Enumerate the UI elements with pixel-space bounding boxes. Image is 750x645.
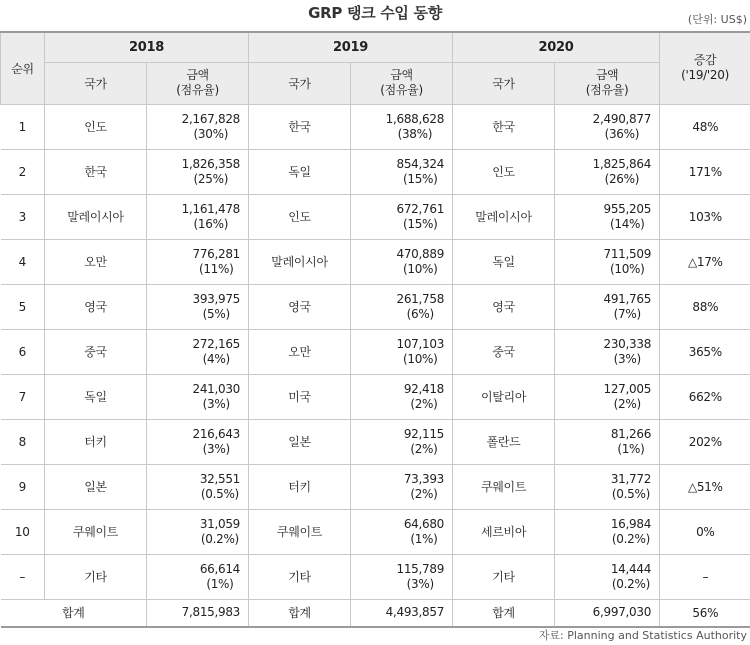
- share-value: (0.5%): [200, 486, 239, 501]
- amount-wrap: [404, 472, 444, 502]
- amount-value: 2,167,828: [181, 111, 241, 126]
- share-value: (30%): [193, 126, 229, 141]
- share-value: (5%): [202, 306, 230, 321]
- amount-value: 2,490,877: [592, 111, 652, 126]
- share-value: (15%): [402, 216, 438, 231]
- rank-cell: 6: [1, 329, 45, 374]
- amount-value: 261,758: [396, 291, 445, 306]
- country-cell: 독일: [45, 374, 147, 419]
- country-cell: 기타: [45, 554, 147, 599]
- unit-label: (단위: US$): [687, 13, 747, 26]
- amount-cell: [555, 464, 660, 509]
- total-label-2019: 합계: [249, 599, 351, 627]
- share-value: (0.2%): [200, 531, 239, 546]
- country-cell: 한국: [249, 104, 351, 149]
- change-header: [660, 32, 750, 104]
- country-cell: 말레이시아: [45, 194, 147, 239]
- share-value: (3%): [613, 351, 641, 366]
- table-row: [1, 284, 750, 329]
- rank-cell: 7: [1, 374, 45, 419]
- amount-wrap: [397, 157, 445, 187]
- total-label-2020: 합계: [453, 599, 555, 627]
- amount-cell: [351, 104, 453, 149]
- share-value: (15%): [402, 171, 438, 186]
- country-cell: 오만: [249, 329, 351, 374]
- amount-cell: [351, 194, 453, 239]
- country-cell: 말레이시아: [453, 194, 555, 239]
- total-label-2018: 합계: [1, 599, 147, 627]
- share-value: (6%): [406, 306, 434, 321]
- amount-wrap: [611, 472, 651, 502]
- change-cell: 202%: [660, 419, 750, 464]
- amount-header-line1: 금액: [390, 68, 413, 82]
- amount-cell: [555, 149, 660, 194]
- amount-cell: [351, 239, 453, 284]
- amount-value: 1,825,864: [592, 156, 652, 171]
- amount-cell: [147, 104, 249, 149]
- amount-cell: [555, 194, 660, 239]
- amount-cell: [351, 374, 453, 419]
- amount-cell: [147, 554, 249, 599]
- share-value: (38%): [397, 126, 433, 141]
- country-cell: 쿠웨이트: [45, 509, 147, 554]
- country-cell: 쿠웨이트: [249, 509, 351, 554]
- share-value: (3%): [202, 441, 230, 456]
- amount-header-line1: 금액: [186, 68, 209, 82]
- amount-wrap: [397, 292, 445, 322]
- country-cell: 터키: [249, 464, 351, 509]
- amount-value: 470,889: [396, 246, 445, 261]
- share-value: (3%): [202, 396, 230, 411]
- table-row: [1, 239, 750, 284]
- country-cell: 인도: [453, 149, 555, 194]
- amount-cell: [555, 104, 660, 149]
- amount-cell: [555, 509, 660, 554]
- amount-wrap: [192, 247, 240, 277]
- amount-wrap: [397, 247, 445, 277]
- amount-value: 66,614: [199, 561, 241, 576]
- rank-cell: 2: [1, 149, 45, 194]
- amount-cell: [147, 239, 249, 284]
- country-cell: 세르비아: [453, 509, 555, 554]
- share-value: (0.2%): [611, 531, 650, 546]
- amount-value: 955,205: [603, 201, 652, 216]
- amount-wrap: [611, 427, 651, 457]
- amount-wrap: [200, 472, 240, 502]
- amount-value: 1,826,358: [181, 156, 241, 171]
- amount-value: 672,761: [396, 201, 445, 216]
- amount-wrap: [404, 382, 444, 412]
- share-value: (3%): [406, 576, 434, 591]
- amount-cell: [555, 554, 660, 599]
- rank-cell: 9: [1, 464, 45, 509]
- amount-cell: [147, 149, 249, 194]
- amount-value: 711,509: [603, 246, 652, 261]
- country-cell: 쿠웨이트: [453, 464, 555, 509]
- table-row: [1, 149, 750, 194]
- total-value-2018: 7,815,983: [147, 599, 249, 627]
- amount-wrap: [604, 292, 652, 322]
- amount-cell: [351, 329, 453, 374]
- amount-header-line1: 금액: [595, 68, 619, 82]
- table-row: [1, 509, 750, 554]
- amount-wrap: [397, 202, 445, 232]
- rank-cell: 5: [1, 284, 45, 329]
- share-value: (10%): [402, 261, 438, 276]
- change-cell: 103%: [660, 194, 750, 239]
- amount-cell: [351, 554, 453, 599]
- rank-header: 순위: [1, 32, 45, 104]
- country-cell: 중국: [453, 329, 555, 374]
- amount-value: 115,789: [396, 561, 445, 576]
- amount-value: 1,161,478: [181, 201, 241, 216]
- year-header-2020: 2020: [453, 32, 660, 62]
- share-value: (11%): [198, 261, 234, 276]
- amount-header-2019: [351, 62, 453, 104]
- total-change: 56%: [660, 599, 750, 627]
- amount-wrap: [192, 337, 240, 367]
- amount-wrap: [192, 427, 240, 457]
- country-cell: 미국: [249, 374, 351, 419]
- amount-wrap: [200, 517, 240, 547]
- amount-cell: [147, 464, 249, 509]
- share-value: (2%): [410, 441, 438, 456]
- amount-wrap: [404, 427, 444, 457]
- total-row: [1, 599, 750, 627]
- amount-wrap: [593, 157, 651, 187]
- rank-cell: 10: [1, 509, 45, 554]
- amount-cell: [351, 509, 453, 554]
- change-cell: 0%: [660, 509, 750, 554]
- amount-wrap: [593, 112, 651, 142]
- share-value: (10%): [610, 261, 645, 276]
- share-value: (2%): [410, 396, 438, 411]
- amount-value: 64,680: [403, 516, 445, 531]
- amount-cell: [147, 194, 249, 239]
- amount-value: 1,688,628: [385, 111, 445, 126]
- amount-cell: [147, 419, 249, 464]
- amount-cell: [147, 374, 249, 419]
- amount-value: 127,005: [603, 381, 652, 396]
- total-value-2020: 6,997,030: [555, 599, 660, 627]
- share-value: (25%): [193, 171, 229, 186]
- table-row: [1, 419, 750, 464]
- amount-wrap: [611, 517, 651, 547]
- amount-value: 776,281: [192, 246, 241, 261]
- amount-value: 230,338: [603, 336, 652, 351]
- share-value: (1%): [617, 441, 645, 456]
- share-value: (36%): [604, 126, 640, 141]
- change-cell: 365%: [660, 329, 750, 374]
- year-header-2018: 2018: [45, 32, 249, 62]
- share-value: (0.5%): [611, 486, 650, 501]
- country-cell: 영국: [45, 284, 147, 329]
- amount-value: 491,765: [603, 291, 652, 306]
- share-value: (2%): [613, 396, 641, 411]
- table-row: [1, 194, 750, 239]
- country-cell: 한국: [45, 149, 147, 194]
- amount-value: 241,030: [192, 381, 241, 396]
- total-value-2019: 4,493,857: [351, 599, 453, 627]
- country-cell: 영국: [249, 284, 351, 329]
- change-cell: △17%: [660, 239, 750, 284]
- rank-cell: 3: [1, 194, 45, 239]
- amount-wrap: [611, 562, 651, 592]
- amount-value: 73,393: [403, 471, 445, 486]
- amount-wrap: [604, 247, 652, 277]
- amount-wrap: [404, 517, 444, 547]
- amount-value: 393,975: [192, 291, 241, 306]
- amount-wrap: [397, 562, 445, 592]
- amount-wrap: [182, 157, 240, 187]
- amount-cell: [555, 329, 660, 374]
- amount-value: 32,551: [199, 471, 241, 486]
- amount-cell: [147, 329, 249, 374]
- amount-wrap: [192, 292, 240, 322]
- share-value: (26%): [604, 171, 640, 186]
- amount-value: 14,444: [610, 561, 652, 576]
- share-value: (0.2%): [611, 576, 650, 591]
- amount-value: 16,984: [610, 516, 652, 531]
- share-value: (7%): [613, 306, 641, 321]
- amount-value: 81,266: [610, 426, 652, 441]
- import-table: [0, 31, 750, 628]
- amount-wrap: [604, 202, 652, 232]
- share-value: (4%): [202, 351, 230, 366]
- country-cell: 독일: [453, 239, 555, 284]
- rank-cell: 8: [1, 419, 45, 464]
- amount-cell: [351, 419, 453, 464]
- amount-cell: [555, 284, 660, 329]
- amount-cell: [351, 284, 453, 329]
- rank-cell: 1: [1, 104, 45, 149]
- table-row: [1, 374, 750, 419]
- table-row: [1, 554, 750, 599]
- country-cell: 인도: [45, 104, 147, 149]
- country-cell: 기타: [249, 554, 351, 599]
- country-cell: 오만: [45, 239, 147, 284]
- change-cell: △51%: [660, 464, 750, 509]
- amount-value: 854,324: [396, 156, 445, 171]
- amount-wrap: [200, 562, 240, 592]
- share-value: (16%): [193, 216, 229, 231]
- share-value: (14%): [610, 216, 645, 231]
- amount-value: 31,059: [199, 516, 241, 531]
- amount-cell: [351, 149, 453, 194]
- amount-cell: [147, 509, 249, 554]
- amount-wrap: [604, 382, 652, 412]
- amount-wrap: [386, 112, 444, 142]
- country-cell: 일본: [45, 464, 147, 509]
- country-header-2019: 국가: [249, 62, 351, 104]
- amount-cell: [555, 239, 660, 284]
- change-cell: 48%: [660, 104, 750, 149]
- amount-wrap: [182, 202, 240, 232]
- amount-cell: [351, 464, 453, 509]
- source-note: 자료: Planning and Statistics Authority: [538, 629, 747, 642]
- amount-header-2020: [555, 62, 660, 104]
- table-row: [1, 464, 750, 509]
- change-header-line1: 증감: [693, 53, 717, 68]
- table-row: [1, 329, 750, 374]
- country-cell: 독일: [249, 149, 351, 194]
- share-value: (1%): [206, 576, 234, 591]
- amount-value: 31,772: [610, 471, 652, 486]
- country-header-2020: 국가: [453, 62, 555, 104]
- amount-value: 272,165: [192, 336, 241, 351]
- amount-cell: [147, 284, 249, 329]
- rank-cell: –: [1, 554, 45, 599]
- change-cell: 662%: [660, 374, 750, 419]
- country-header-2018: 국가: [45, 62, 147, 104]
- year-header-2019: 2019: [249, 32, 453, 62]
- amount-value: 107,103: [396, 336, 445, 351]
- change-header-line2: ('19/'20): [681, 68, 729, 83]
- country-cell: 기타: [453, 554, 555, 599]
- table-row: [1, 104, 750, 149]
- country-cell: 폴란드: [453, 419, 555, 464]
- share-value: (10%): [402, 351, 438, 366]
- amount-header-2018: [147, 62, 249, 104]
- table-title: GRP 탱크 수입 동향: [308, 4, 442, 22]
- rank-cell: 4: [1, 239, 45, 284]
- amount-wrap: [604, 337, 652, 367]
- country-cell: 터키: [45, 419, 147, 464]
- change-cell: –: [660, 554, 750, 599]
- amount-value: 92,115: [403, 426, 445, 441]
- country-cell: 중국: [45, 329, 147, 374]
- amount-wrap: [397, 337, 445, 367]
- share-value: (1%): [410, 531, 438, 546]
- amount-header-line2: (점유율): [176, 83, 219, 97]
- amount-value: 92,418: [403, 381, 445, 396]
- country-cell: 이탈리아: [453, 374, 555, 419]
- country-cell: 말레이시아: [249, 239, 351, 284]
- amount-header-line2: (점유율): [585, 83, 629, 97]
- country-cell: 일본: [249, 419, 351, 464]
- amount-cell: [555, 374, 660, 419]
- amount-value: 216,643: [192, 426, 241, 441]
- change-cell: 88%: [660, 284, 750, 329]
- amount-wrap: [182, 112, 240, 142]
- country-cell: 영국: [453, 284, 555, 329]
- share-value: (2%): [410, 486, 438, 501]
- change-cell: 171%: [660, 149, 750, 194]
- amount-wrap: [192, 382, 240, 412]
- country-cell: 한국: [453, 104, 555, 149]
- amount-header-line2: (점유율): [380, 83, 423, 97]
- country-cell: 인도: [249, 194, 351, 239]
- amount-cell: [555, 419, 660, 464]
